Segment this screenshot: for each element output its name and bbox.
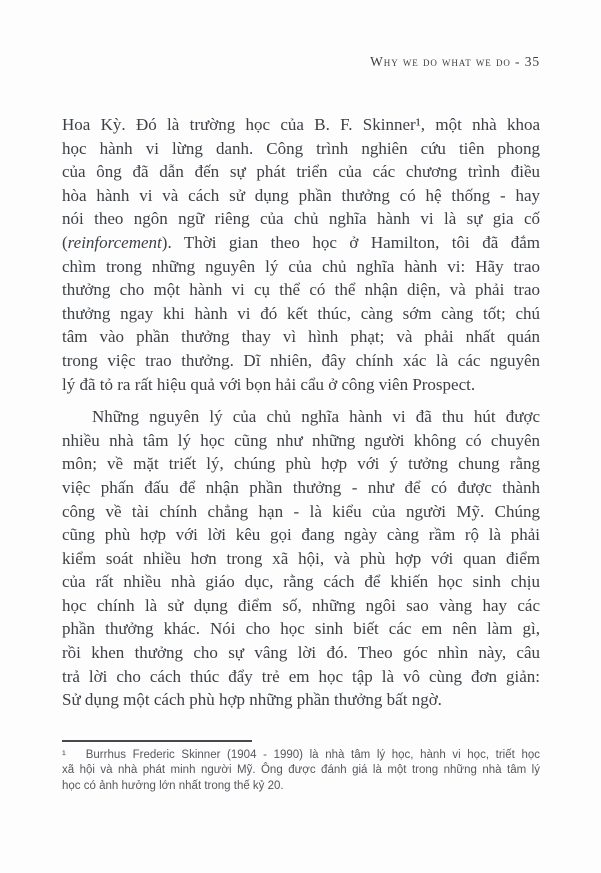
text-line: Sử dụng một cách phù hợp những phần thưởng bất ngờ. <box>62 690 442 710</box>
text-line: học chính là sử dụng điểm số, những ngôi sao vàng hay các <box>62 595 540 615</box>
text-line: tâm vào phần thưởng thay vì hình phạt; và phải nhất quán <box>62 327 540 347</box>
paragraph <box>62 405 540 712</box>
footnote-text <box>62 748 540 794</box>
text-line: phần thưởng khác. Nói cho học sinh biết các em nên làm gì, <box>62 619 540 639</box>
text-line: của rất nhiều nhà giáo dục, rằng cách để khiến học sinh chịu <box>62 572 540 592</box>
text-line: Hoa Kỳ. Đó là trường học của B. F. Skinner¹, một nhà khoa <box>62 115 540 134</box>
text-line: Những nguyên lý của chủ nghĩa hành vi đã thu hút được <box>92 407 540 427</box>
text-line: học hành vi lừng danh. Công trình nghiên cứu tiên phong <box>62 138 540 158</box>
text-line: (reinforcement). Thời gian theo học ở Hamilton, tôi đã đắm <box>62 232 540 252</box>
body-text <box>62 113 540 712</box>
text-line: trả lời cho cách thúc đẩy trẻ em học tập là vô cùng đơn giản: <box>62 666 540 686</box>
text-line: thưởng ngay khi hành vi đó kết thúc, càng sớm càng tốt; chú <box>62 303 540 323</box>
text-line: rồi khen thưởng cho sự vâng lời đó. Theo góc nhìn này, câu <box>62 643 540 663</box>
footnote <box>62 740 540 794</box>
text-line: lý đã tỏ ra rất hiệu quả với bọn hải cẩu ở công viên Prospect. <box>62 374 476 394</box>
text-line: trong việc trao thưởng. Dĩ nhiên, đây chính xác là các nguyên <box>62 350 540 370</box>
text-line: cũng phù hợp với lời kêu gọi đang ngày càng rầm rộ là phải <box>62 525 540 545</box>
footnote-rule <box>62 740 252 742</box>
text-line: chìm trong những nguyên lý của chủ nghĩa hành vi: Hãy trao <box>62 256 540 276</box>
text-line: môn; về mặt triết lý, chúng phù hợp với ý tưởng chung rằng <box>62 454 540 474</box>
text-line: kiểm soát nhiều hơn trong xã hội, và phù hợp với quan điểm <box>62 548 540 568</box>
text-line: của ông đã dẫn đến sự phát triển của các chương trình điều <box>62 162 540 182</box>
footnote-line: học có ảnh hưởng lớn nhất trong thế kỷ 20. <box>62 779 284 792</box>
text-line: thưởng cho một hành vi cụ thể có thể nhận diện, và phải trao <box>62 280 540 300</box>
footnote-line: ¹ Burrhus Frederic Skinner (1904 - 1990) là nhà tâm lý học, hành vi học, triết học <box>62 749 540 761</box>
paragraph <box>62 113 540 396</box>
text-line: nói theo ngôn ngữ riêng của chủ nghĩa hành vi là sự gia cố <box>62 209 540 229</box>
text-line: hòa hành vi và cách sử dụng phần thưởng có hệ thống - hay <box>62 185 540 205</box>
text-line: công về tài chính chẳng hạn - là kiểu của người Mỹ. Chúng <box>62 501 540 521</box>
running-header: Why we do what we do - 35 <box>370 54 540 69</box>
text-line: việc phấn đấu để nhận phần thưởng - như để có được thành <box>62 477 540 497</box>
text-line: nhiều nhà tâm lý học cũng như những người không có chuyên <box>62 430 540 450</box>
footnote-line: xã hội và nhà phát minh người Mỹ. Ông được đánh giá là một trong những nhà tâm lý <box>62 764 540 777</box>
